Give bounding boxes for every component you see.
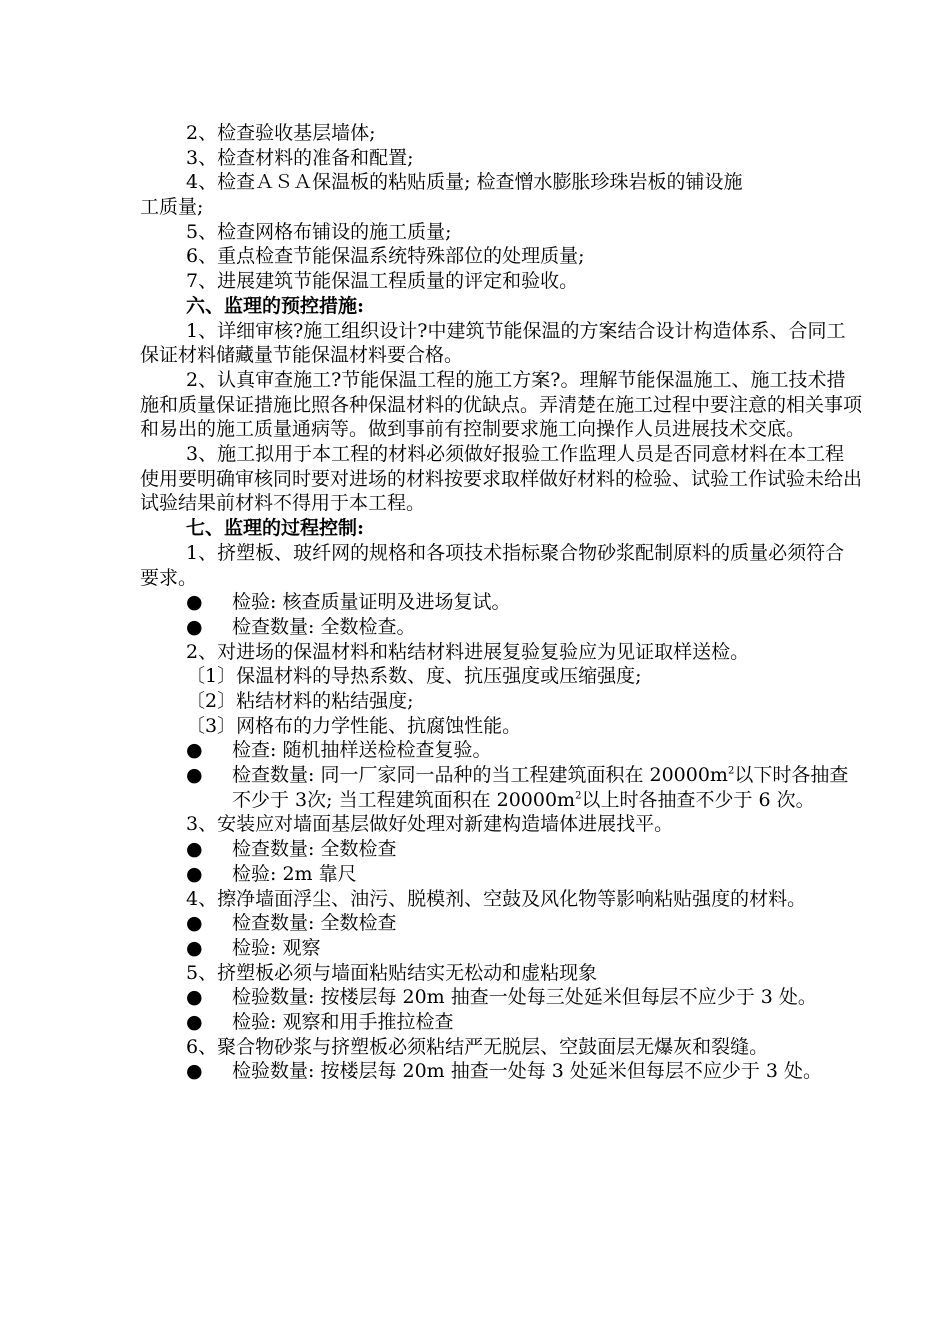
paragraph-7-3: 3、安装应对墙面基层做好处理对新建构造墙体进展找平。: [186, 813, 674, 836]
check-item-7: 7、进展建筑节能保温工程质量的评定和验收。: [186, 270, 579, 293]
bullet-text-part: 检查数量: 同一厂家同一品种的当工程建筑面积在 20000m: [232, 764, 728, 787]
list-item: [140, 862, 862, 887]
bullet-icon: ●: [186, 1060, 203, 1083]
check-item-4-cont: 工质量;: [140, 196, 204, 219]
bullet-text: 检验数量: 按楼层每 20m 抽查一处每 3 处延米但每层不应少于 3 处。: [232, 1060, 823, 1083]
section-heading-7: 七、监理的过程控制:: [186, 517, 365, 540]
bullet-icon: ●: [186, 591, 203, 614]
list-item: [140, 985, 862, 1010]
paragraph-7-4: 4、擦净墙面浮尘、油污、脱模剂、空鼓及风化物等影响粘贴强度的材料。: [186, 887, 807, 910]
sub-item-1: 〔1〕保温材料的导热系数、度、抗压强度或压缩强度;: [186, 665, 642, 688]
document-body: [140, 121, 862, 1084]
paragraph-7-1: 1、挤塑板、玻纤网的规格和各项技术指标聚合物砂浆配制原料的质量必须符合要求。: [140, 541, 845, 589]
bullet-icon: ●: [186, 739, 203, 762]
sub-item-3: 〔3〕网格布的力学性能、抗腐蚀性能。: [186, 714, 522, 737]
bullet-icon: ●: [186, 764, 203, 787]
section-heading-6: 六、监理的预控措施:: [186, 294, 365, 317]
list-item: [140, 615, 862, 640]
paragraph-7-2: 2、对进场的保温材料和粘结材料进展复验复验应为见证取样送检。: [186, 640, 750, 663]
list-item: [140, 837, 862, 862]
superscript: 2: [727, 765, 735, 777]
paragraph-7-6: 6、聚合物砂浆与挤塑板必须粘结严无脱层、空鼓面层无爆灰和裂缝。: [186, 1035, 769, 1058]
check-item-2: 2、检查验收基层墙体;: [186, 122, 376, 144]
list-item: [140, 738, 862, 763]
bullet-text: 检验: 观察和用手推拉检查: [232, 1011, 454, 1034]
bullet-icon: ●: [186, 912, 203, 935]
list-item: [140, 936, 862, 961]
bullet-text: 检验: 观察: [232, 936, 321, 959]
bullet-icon: ●: [186, 936, 203, 959]
bullet-text-area: [232, 763, 862, 812]
bullet-icon: ●: [186, 862, 203, 885]
bullet-icon: ●: [186, 615, 203, 638]
sub-item-2: 〔2〕粘结材料的粘结强度;: [186, 690, 414, 712]
bullet-text: 检验数量: 按楼层每 20m 抽查一处每三处延米但每层不应少于 3 处。: [232, 986, 817, 1009]
check-item-3: 3、检查材料的准备和配置;: [186, 146, 414, 169]
check-item-4: 4、检查ＡＳＡ保温板的粘贴质量; 检查憎水膨胀珍珠岩板的铺设施: [186, 171, 743, 194]
list-item: [140, 911, 862, 936]
bullet-text: 检查数量: 全数检查: [232, 838, 397, 861]
bullet-text: 检验: 2m 靠尺: [232, 862, 357, 885]
bullet-icon: ●: [186, 838, 203, 861]
list-item: [140, 1010, 862, 1035]
paragraph-6-3: 3、施工拟用于本工程的材料必须做好报验工作监理人员是否同意材料在本工程使用要明确审核同时要对进场的材料按要求取样做好材料的检验、试验工作试验未给出试验结果前材料不得用于本工程。: [140, 443, 863, 515]
list-item: [140, 1059, 862, 1084]
superscript: 2: [575, 790, 582, 802]
paragraph-7-5: 5、挤塑板必须与墙面粘贴结实无松动和虚粘现象: [186, 961, 598, 984]
bullet-icon: ●: [186, 986, 203, 1009]
list-item: [140, 763, 862, 812]
paragraph-6-2: 2、认真审查施工?节能保温工程的施工方案?。理解节能保温施工、施工技术措施和质量保证措施比照各种保温材料的优缺点。弄清楚在施工过程中要注意的相关事项和易出的施工质量通病等。做到事前有控制要求施工向操作人员进展技术交底。: [140, 368, 863, 441]
check-item-5: 5、检查网格布铺设的施工质量;: [186, 220, 452, 243]
bullet-text: 检查数量: 全数检查。: [232, 615, 416, 638]
bullet-icon: ●: [186, 1011, 203, 1034]
bullet-text: 检验: 核查质量证明及进场复试。: [232, 591, 511, 614]
bullet-text-part: 以上时各抽查不少于 6 次。: [581, 788, 815, 811]
bullet-text: 检查数量: 全数检查: [232, 912, 397, 935]
bullet-text-part: 以下时各抽查不少于 3次; 当工程建筑面积在 20000m: [232, 764, 849, 811]
bullet-text: 检查: 随机抽样送检检查复验。: [232, 739, 492, 762]
list-item: [140, 590, 862, 615]
check-item-6: 6、重点检查节能保温系统特殊部位的处理质量;: [186, 245, 585, 268]
paragraph-6-1: 1、详细审核?施工组织设计?中建筑节能保温的方案结合设计构造体系、合同工保证材料储藏量节能保温材料要合格。: [140, 319, 846, 367]
